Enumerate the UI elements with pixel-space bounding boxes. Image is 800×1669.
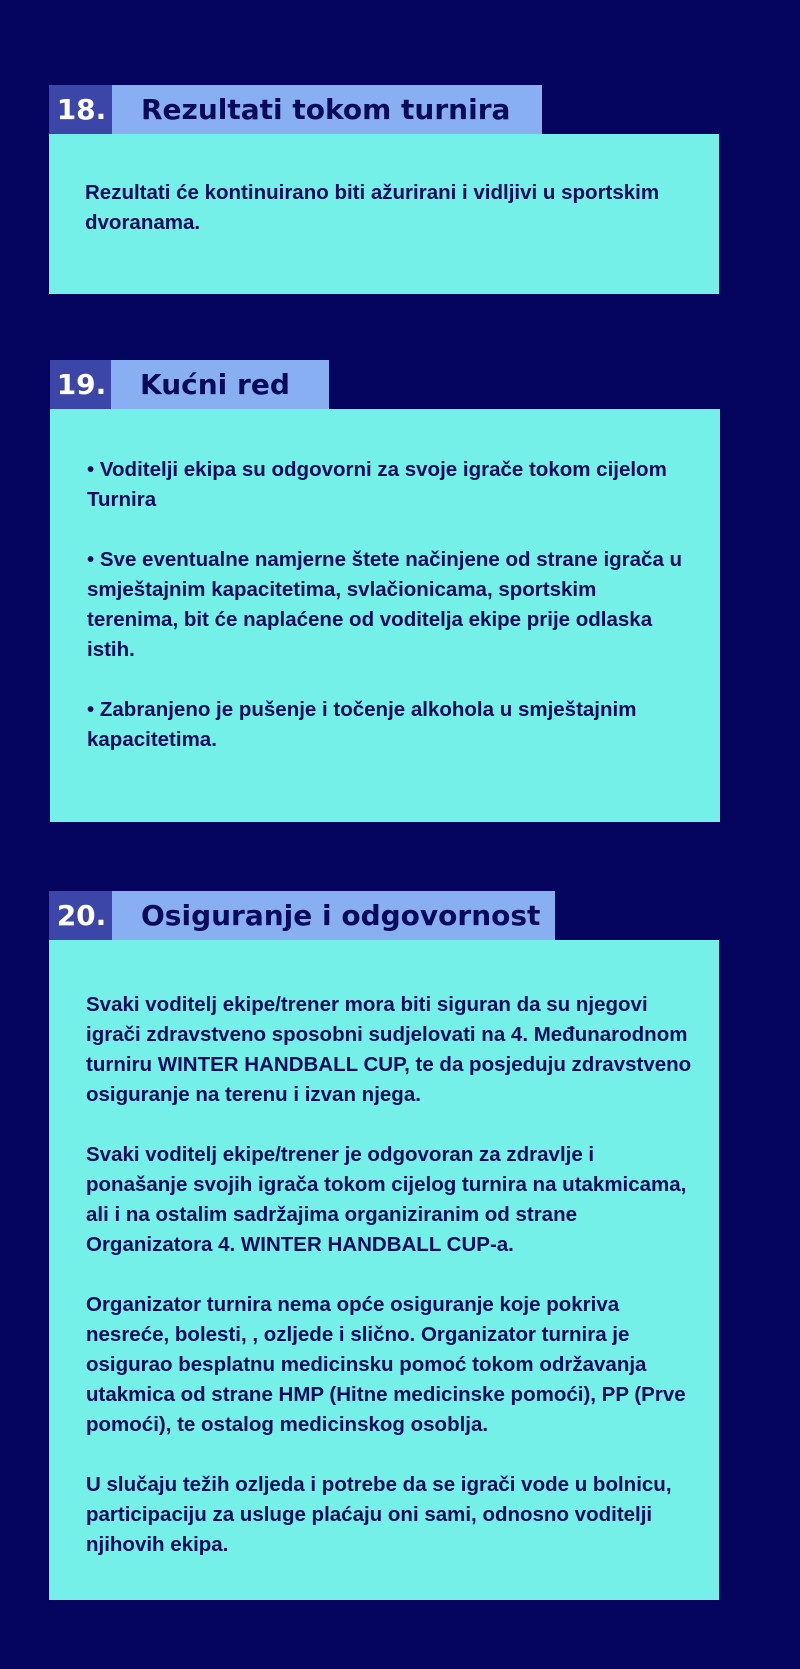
section-number: 19.	[50, 360, 111, 409]
paragraph: • Zabranjeno je pušenje i točenje alkohola u smještajnim kapacitetima.	[87, 698, 637, 751]
section-body	[49, 940, 719, 1600]
paragraph: Rezultati će kontinuirano biti ažurirani i vidljivi u sportskim dvoranama.	[85, 181, 660, 234]
paragraph: • Sve eventualne namjerne štete načinjene od strane igrača u smještajnim kapacitetima, svlačionicama, sportskim terenima, bit će naplaćene od voditelja ekipe prije odlaska istih.	[87, 548, 683, 661]
section-number: 20.	[49, 891, 112, 940]
paragraph: Svaki voditelj ekipe/trener je odgovoran za zdravlje i ponašanje svojih igrača tokom cijelog turnira na utakmicama, ali i na ostalim sadržajima organiziranim od strane Organizatora 4. WINTER HANDBALL CUP-a.	[86, 1143, 687, 1256]
section-title: Osiguranje i odgovornost	[112, 891, 555, 940]
section-header	[50, 360, 329, 409]
paragraph: Organizator turnira nema opće osiguranje koje pokriva nesreće, bolesti, , ozljede i slično. Organizator turnira je osigurao besplatnu medicinsku pomoć tokom održavanja utakmica od strane HMP (Hitne medicinske pomoći), PP (Prve pomoći), te ostalog medicinskog osoblja.	[86, 1293, 686, 1436]
paragraph: Svaki voditelj ekipe/trener mora biti siguran da su njegovi igrači zdravstveno sposobni sudjelovati na 4. Međunarodnom turniru WINTER HANDBALL CUP, te da posjeduju zdravstveno osiguranje na terenu i izvan njega.	[86, 993, 692, 1106]
section-header	[49, 891, 555, 940]
section-body	[50, 409, 720, 822]
section-header	[49, 85, 542, 134]
paragraph: • Voditelji ekipa su odgovorni za svoje igrače tokom cijelom Turnira	[87, 458, 667, 511]
section-body	[49, 134, 719, 294]
section-title: Kućni red	[111, 360, 329, 409]
section-title: Rezultati tokom turnira	[112, 85, 542, 134]
paragraph: U slučaju težih ozljeda i potrebe da se igrači vode u bolnicu, participaciju za usluge plaćaju oni sami, odnosno voditelji njihovih ekipa.	[86, 1473, 672, 1556]
section-number: 18.	[49, 85, 112, 134]
